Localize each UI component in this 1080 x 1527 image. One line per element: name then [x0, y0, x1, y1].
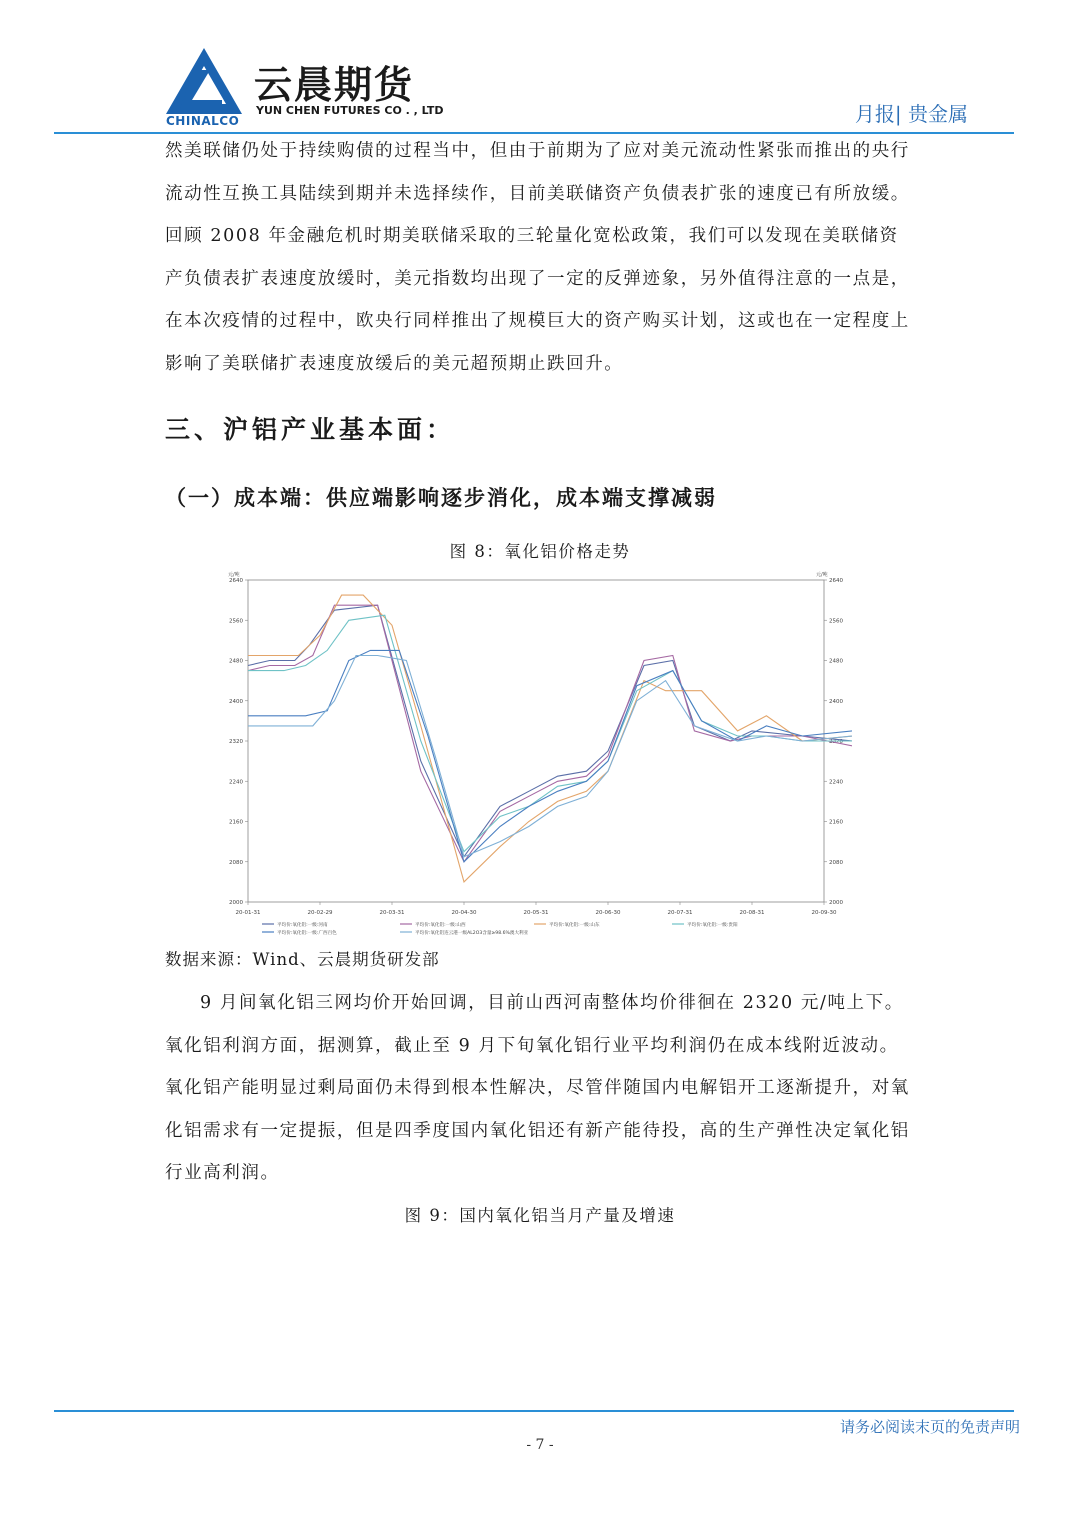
y-tick-label-left: 2160: [229, 819, 243, 826]
paragraph-2: 9 月间氧化铝三网均价开始回调，目前山西河南整体均价徘徊在 2320 元/吨上下。氧化铝利润方面，据测算，截止至 9 月下旬氧化铝行业平均利润仍在成本线附近波动。氧化铝产能明显过剩局面仍未得到根本性解决，尽管伴随国内电解铝开工逐渐提升，对氧化铝需求有一定提振，但是四季度国内氧化铝还有新产能待投，高的生产弹性决定氧化铝行业高利润。: [165, 993, 910, 1183]
right-axis-unit: 元/吨: [816, 572, 828, 578]
y-tick-label-left: 2400: [229, 698, 243, 705]
x-tick-label: 20-07-31: [667, 910, 693, 916]
legend-label-1: 平均价:氧化铝:一级:河南: [277, 922, 328, 928]
logo-sub-text: CHINALCO: [166, 114, 240, 128]
figure-9-caption: 图 9：国内氧化铝当月产量及增速: [404, 1206, 676, 1225]
company-name-en: YUN CHEN FUTURES CO . , LTD: [256, 104, 444, 117]
series-line-4: [248, 615, 852, 852]
x-tick-label: 20-01-31: [235, 910, 261, 916]
x-tick-label: 20-03-31: [379, 910, 405, 916]
legend-label-6: 平均价:氧化铝连云港一级AL2O3含量≥98.6%澳大利亚: [415, 930, 529, 936]
section-title: 三、沪铝产业基本面：: [165, 415, 456, 444]
y-tick-label-right: 2160: [829, 819, 843, 826]
alumina-price-chart: [222, 566, 852, 938]
y-tick-label-left: 2480: [229, 658, 243, 665]
y-tick-label-left: 2640: [229, 578, 243, 584]
y-tick-label-right: 2640: [829, 578, 843, 584]
x-tick-label: 20-06-30: [595, 910, 621, 916]
footer-divider: [54, 1410, 1014, 1412]
figure-8-caption: 图 8：氧化铝价格走势: [449, 542, 631, 561]
y-tick-label-left: 2000: [229, 900, 243, 906]
company-name-cn: 云晨期货: [254, 63, 415, 107]
series-line-5: [248, 650, 852, 861]
page-number: - 7 -: [526, 1437, 554, 1453]
y-tick-label-right: 2240: [829, 779, 843, 786]
legend-label-5: 平均价:氧化铝:一级:广西百色: [277, 930, 337, 936]
y-tick-label-left: 2080: [229, 859, 243, 866]
y-tick-label-right: 2000: [829, 900, 843, 906]
report-tag: 月报| 贵金属: [854, 102, 968, 126]
legend-label-2: 平均价:氧化铝:一级:山西: [415, 922, 466, 928]
series-line-2: [248, 605, 852, 862]
y-tick-label-right: 2320: [829, 739, 843, 745]
x-tick-label: 20-05-31: [523, 910, 549, 916]
y-tick-label-right: 2400: [829, 698, 843, 705]
subsection-title: （一）成本端：供应端影响逐步消化，成本端支撑减弱: [165, 485, 717, 510]
series-line-3: [248, 595, 852, 882]
data-source: 数据来源：Wind、云晨期货研发部: [165, 950, 440, 969]
y-tick-label-right: 2080: [829, 859, 843, 866]
x-tick-label: 20-02-29: [307, 910, 333, 916]
legend-label-4: 平均价:氧化铝:一级:贵阳: [687, 922, 738, 928]
left-axis-unit: 元/吨: [228, 572, 240, 578]
chinalco-logo-icon: [166, 48, 242, 114]
legend-label-3: 平均价:氧化铝:一级:山东: [549, 922, 600, 928]
page-header: [0, 0, 1080, 140]
series-line-1: [248, 605, 852, 857]
x-tick-label: 20-08-31: [739, 910, 765, 916]
x-tick-label: 20-09-30: [811, 910, 837, 916]
y-tick-label-right: 2560: [829, 618, 843, 625]
series-line-6: [248, 656, 852, 857]
paragraph-1: 然美联储仍处于持续购债的过程当中，但由于前期为了应对美元流动性紧张而推出的央行流动性互换工具陆续到期并未选择续作，目前美联储资产负债表扩张的速度已有所放缓。回顾 2008 年金融危机时期美联储采取的三轮量化宽松政策，我们可以发现在美联储资产负债表扩表速度放缓时，美元指数均出现了一定的反弹迹象，另外值得注意的一点是，在本次疫情的过程中，欧央行同样推出了规模巨大的资产购买计划，这或也在一定程度上影响了美联储扩表速度放缓后的美元超预期止跌回升。: [165, 141, 910, 374]
y-tick-label-left: 2240: [229, 779, 243, 786]
y-tick-label-left: 2320: [229, 739, 243, 745]
x-tick-label: 20-04-30: [451, 910, 477, 916]
y-tick-label-right: 2480: [829, 658, 843, 665]
y-tick-label-left: 2560: [229, 618, 243, 625]
disclaimer-note: 请务必阅读末页的免责声明: [839, 1418, 1020, 1436]
